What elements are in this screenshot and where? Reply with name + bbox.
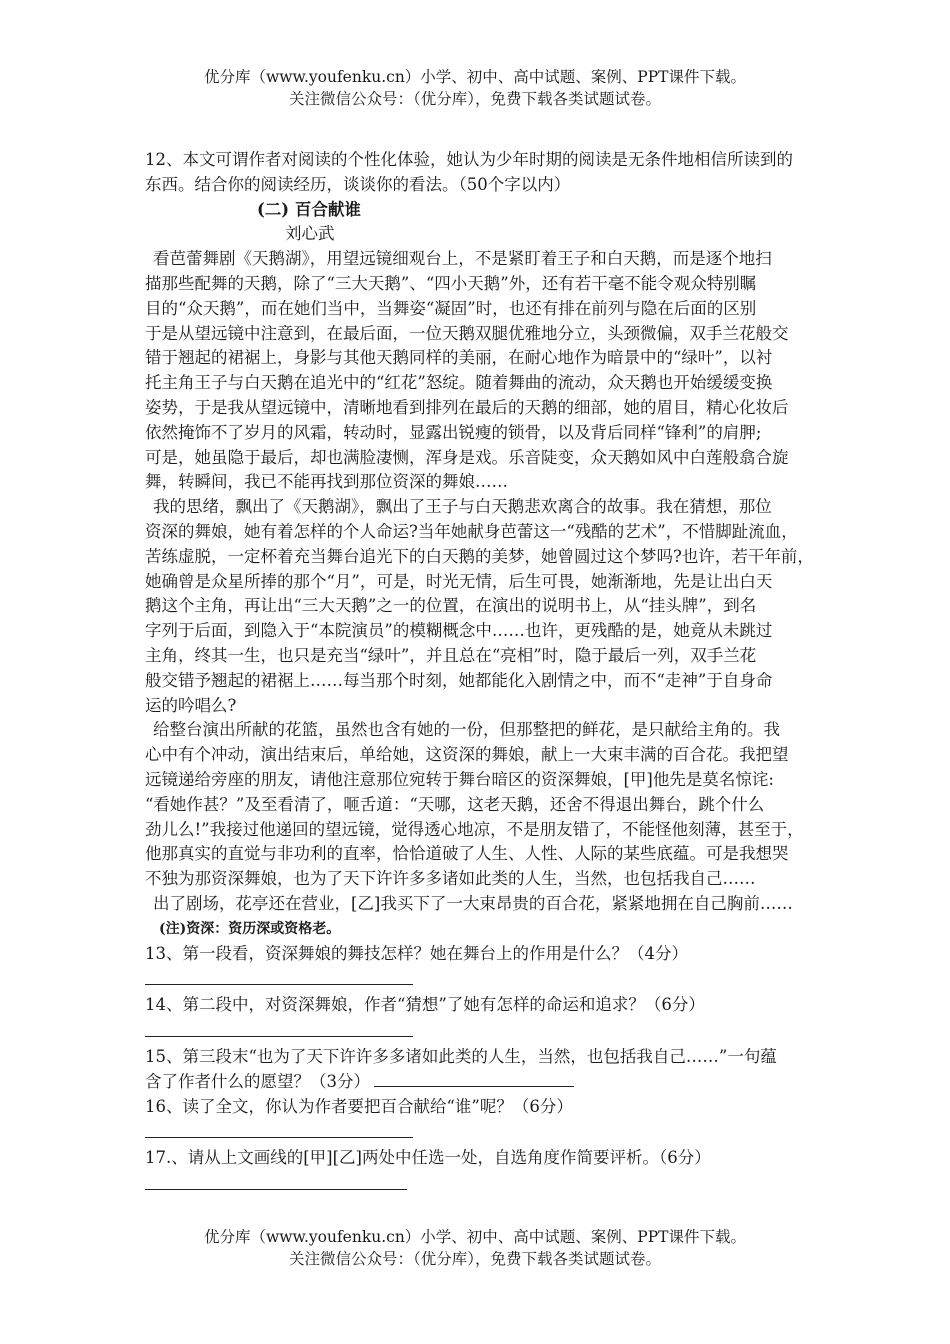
section-title: (二) 百合献谁 — [257, 199, 361, 219]
paragraph-line: 看芭蕾舞剧《天鹅湖》，用望远镜细观台上，不是紧盯着王子和白天鹅，而是逐个地扫 — [153, 249, 772, 269]
paragraph-line: 托主角王子与白天鹅在追光中的“红花”怒绽。随着舞曲的流动，众天鹅也开始缓缓变换 — [145, 373, 773, 393]
paragraph-4 — [145, 892, 815, 917]
paragraph-line: 苦练虚脱，一定杯着充当舞台追光下的白天鹅的美梦，她曾圆过这个梦吗?也许，若干年前， — [145, 546, 814, 566]
paragraph-line: 可是，她虽隐于最后，却也满脸凄恻，浑身是戏。乐音陡变，众天鹅如风中白莲般翕合旋 — [145, 447, 789, 467]
paragraph-line: 远镜递给旁座的朋友，请他注意那位宛转于舞台暗区的资深舞娘，[甲]他先是莫名惊诧: — [145, 769, 774, 789]
footer-line-1: 优分库（www.youfenku.cn）小学、初中、高中试题、案例、PPT课件下载。 — [203, 1228, 747, 1246]
paragraph-line: 他那真实的直觉与非功利的直率，恰恰道破了人生、人性、人际的某些底蕴。可是我想哭 — [145, 844, 789, 864]
answer-line-16[interactable] — [145, 1137, 413, 1138]
answer-line-17[interactable] — [145, 1189, 407, 1190]
page-header — [0, 66, 950, 110]
question-15-line-1: 15、第三段末“也为了天下许许多多诸如此类的人生，当然，也包括我自己……”一句蕴 — [145, 1047, 777, 1067]
question-12-line-1: 12、本文可谓作者对阅读的个性化体验，她认为少年时期的阅读是无条件地相信所读到的 — [145, 150, 793, 169]
question-15-line-2 — [145, 1070, 815, 1095]
question-14: 14、第二段中，对资深舞娘，作者“猜想”了她有怎样的命运和追求？（6分） — [145, 995, 705, 1015]
paragraph-line: 劲儿么!”我接过他递回的望远镜，觉得透心地凉，不是朋友错了，不能怪他刻薄，甚至于， — [145, 819, 804, 839]
footnote: (注)资深：资历深或资格老。 — [159, 920, 341, 937]
question-16: 16、读了全文，你认为作者要把百合献给“谁”呢？（6分） — [145, 1096, 573, 1116]
footer-line-2: 关注微信公众号：（优分库），免费下载各类试题试卷。 — [288, 1250, 661, 1268]
paragraph-line: 不独为那资深舞娘，也为了天下许许多多诸如此类的人生，当然，也包括我自己…… — [145, 869, 756, 889]
paragraph-3 — [145, 718, 815, 892]
question-12-line-2: 东西。结合你的阅读经历，谈谈你的看法。（50个字以内） — [145, 174, 571, 194]
paragraph-line: 主角，终其一生，也只是充当“绿叶”，并且总在“亮相”时，隐于最后一列，双手兰花 — [145, 645, 757, 665]
paragraph-1 — [145, 247, 815, 495]
question-13: 13、第一段看，资深舞娘的舞技怎样？她在舞台上的作用是什么？（4分） — [145, 943, 688, 963]
answer-line-14[interactable] — [145, 1036, 413, 1037]
author-name: 刘心武 — [285, 224, 335, 244]
paragraph-line: 她确曾是众星所捧的那个“月”，可是，时光无情，后生可畏，她渐渐地，先是让出白天 — [145, 571, 773, 591]
paragraph-line: 资深的舞娘，她有着怎样的个人命运?当年她献身芭蕾这一“残酷的艺术”，不惜脚趾流血， — [145, 521, 798, 541]
paragraph-line: 我的思绪，飘出了《天鹅湖》，飘出了王子与白天鹅悲欢离合的故事。我在猜想，那位 — [153, 497, 772, 517]
question-15-text: 含了作者什么的愿望？（3分） — [145, 1071, 370, 1091]
answer-line-13[interactable] — [145, 984, 413, 985]
paragraph-line: 字列于后面，到隐入于“本院演员”的模糊概念中……也许，更残酷的是，她竟从未跳过 — [145, 621, 773, 641]
answer-line-15[interactable] — [374, 1072, 574, 1087]
paragraph-line: 于是从望远镜中注意到，在最后面，一位天鹅双腿优雅地分立，头颈微偏，双手兰花般交 — [145, 323, 789, 343]
paragraph-2 — [145, 495, 815, 718]
document-body — [145, 148, 815, 1198]
paragraph-line: 鹅这个主角，再让出“三大天鹅”之一的位置，在演出的说明书上，从“挂头牌”，到名 — [145, 596, 757, 616]
paragraph-line: 运的吟唱么? — [145, 695, 237, 715]
paragraph-line: 舞，转瞬间，我已不能再找到那位资深的舞娘…… — [145, 472, 508, 492]
page-footer — [0, 1226, 950, 1270]
paragraph-line: 目的“众天鹅”，而在她们当中，当舞姿“凝固”时，也还有排在前列与隐在后面的区别 — [145, 298, 757, 318]
paragraph-line: 般交错予翘起的裙裾上……每当那个时刻，她都能化入剧情之中，而不“走神”于自身命 — [145, 670, 773, 690]
paragraph-line: 出了剧场，花亭还在营业，[乙]我买下了一大束昂贵的百合花，紧紧地拥在自己胸前…… — [153, 893, 793, 913]
paragraph-line: 心中有个冲动，演出结束后，单给她，这资深的舞娘，献上一大束丰满的百合花。我把望 — [145, 745, 789, 765]
header-line-2: 关注微信公众号：（优分库），免费下载各类试题试卷。 — [288, 90, 661, 108]
paragraph-line: 错于翘起的裙裾上，身影与其他天鹅同样的美丽，在耐心地作为暗景中的“绿叶”，以衬 — [145, 348, 773, 368]
question-17: 17.、请从上文画线的[甲][乙]两处中任选一处，自选角度作简要评析。（6分） — [145, 1148, 711, 1168]
paragraph-line: 描那些配舞的天鹅，除了“三大天鹅”、“四小天鹅”外，还有若干毫不能令观众特别瞩 — [145, 273, 757, 293]
paragraph-line: 依然掩饰不了岁月的风霜，转动时，显露出锐瘦的锁骨，以及背后同样“锋利”的肩胛; — [145, 422, 762, 442]
paragraph-line: 姿势，于是我从望远镜中，清晰地看到排列在最后的天鹅的细部，她的眉目，精心化妆后 — [145, 397, 789, 417]
paragraph-line: 给整台演出所献的花篮，虽然也含有她的一份，但那整把的鲜花，是只献给主角的。我 — [153, 720, 780, 740]
paragraph-line: “看她作甚？”及至看清了，咂舌道：“天哪，这老天鹅，还舍不得退出舞台，跳个什么 — [145, 794, 765, 814]
header-line-1: 优分库（www.youfenku.cn）小学、初中、高中试题、案例、PPT课件下载。 — [203, 68, 747, 86]
